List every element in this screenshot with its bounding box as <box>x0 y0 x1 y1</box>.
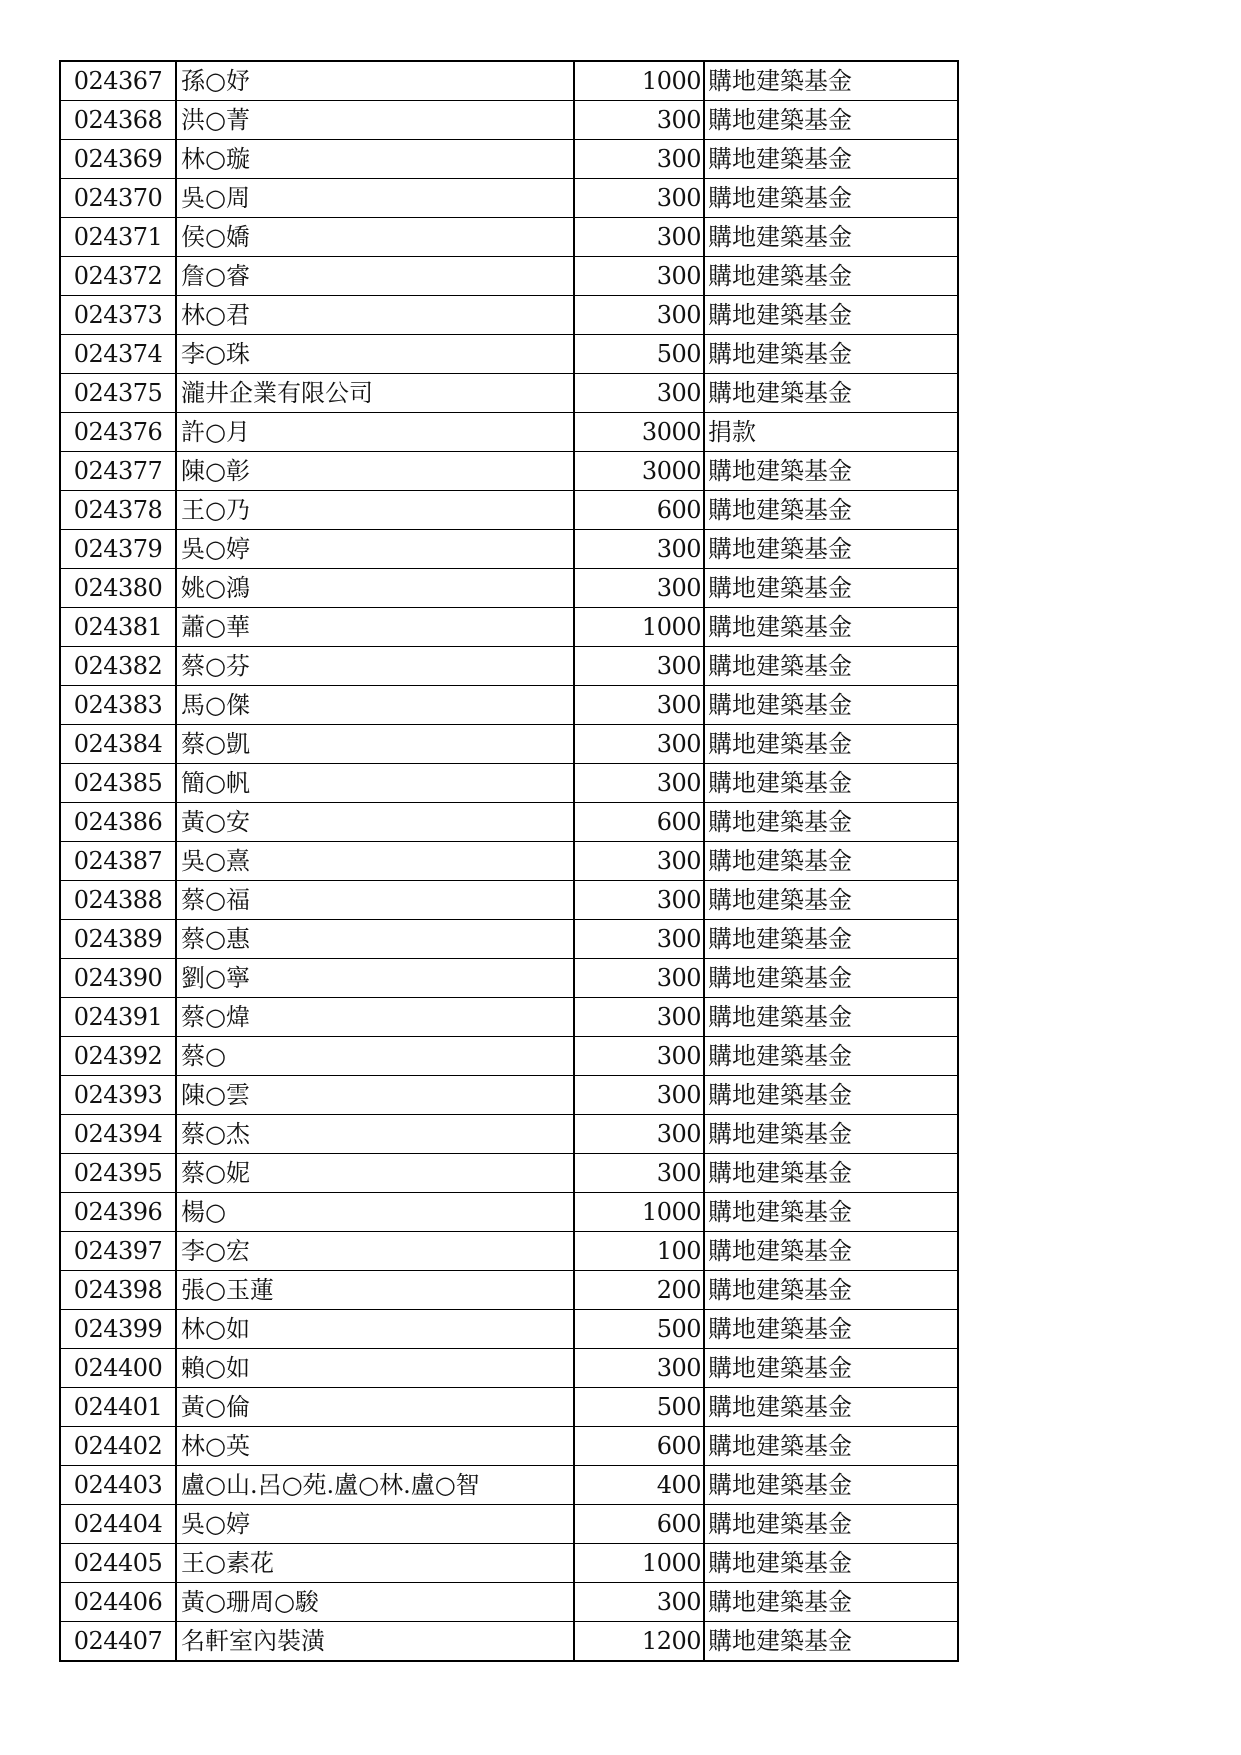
amount-cell: 300 <box>574 101 704 140</box>
receipt-number-cell: 024406 <box>60 1583 176 1622</box>
donor-name-cell: 名軒室內裝潢 <box>176 1622 574 1662</box>
receipt-number-cell: 024394 <box>60 1115 176 1154</box>
purpose-cell: 購地建築基金 <box>704 335 958 374</box>
receipt-number-cell: 024405 <box>60 1544 176 1583</box>
purpose-cell: 購地建築基金 <box>704 881 958 920</box>
receipt-number-cell: 024385 <box>60 764 176 803</box>
table-row <box>60 1310 958 1349</box>
donor-name-cell: 吳○婷 <box>176 530 574 569</box>
donor-name-cell: 吳○婷 <box>176 1505 574 1544</box>
table-row <box>60 1232 958 1271</box>
table-row <box>60 686 958 725</box>
purpose-cell: 購地建築基金 <box>704 296 958 335</box>
purpose-cell: 購地建築基金 <box>704 608 958 647</box>
donor-name-cell: 陳○彰 <box>176 452 574 491</box>
purpose-cell: 購地建築基金 <box>704 1427 958 1466</box>
purpose-cell: 購地建築基金 <box>704 1271 958 1310</box>
receipt-number-cell: 024392 <box>60 1037 176 1076</box>
receipt-number-cell: 024393 <box>60 1076 176 1115</box>
amount-cell: 300 <box>574 725 704 764</box>
amount-cell: 300 <box>574 1583 704 1622</box>
purpose-cell: 購地建築基金 <box>704 1583 958 1622</box>
amount-cell: 600 <box>574 803 704 842</box>
donor-name-cell: 陳○雲 <box>176 1076 574 1115</box>
donor-name-cell: 黃○安 <box>176 803 574 842</box>
amount-cell: 3000 <box>574 452 704 491</box>
table-row <box>60 1115 958 1154</box>
amount-cell: 600 <box>574 491 704 530</box>
donor-name-cell: 李○珠 <box>176 335 574 374</box>
receipt-number-cell: 024399 <box>60 1310 176 1349</box>
amount-cell: 300 <box>574 218 704 257</box>
table-row <box>60 335 958 374</box>
donor-name-cell: 蔡○煒 <box>176 998 574 1037</box>
purpose-cell: 購地建築基金 <box>704 1466 958 1505</box>
purpose-cell: 購地建築基金 <box>704 61 958 101</box>
receipt-number-cell: 024388 <box>60 881 176 920</box>
donor-name-cell: 孫○妤 <box>176 61 574 101</box>
table-row <box>60 1349 958 1388</box>
table-row <box>60 296 958 335</box>
amount-cell: 500 <box>574 1388 704 1427</box>
table-row <box>60 842 958 881</box>
amount-cell: 200 <box>574 1271 704 1310</box>
amount-cell: 1000 <box>574 1544 704 1583</box>
donor-name-cell: 王○素花 <box>176 1544 574 1583</box>
amount-cell: 300 <box>574 1154 704 1193</box>
table-row <box>60 1505 958 1544</box>
purpose-cell: 購地建築基金 <box>704 1388 958 1427</box>
donor-name-cell: 吳○周 <box>176 179 574 218</box>
donor-name-cell: 林○君 <box>176 296 574 335</box>
donor-name-cell: 盧○山.呂○苑.盧○林.盧○智 <box>176 1466 574 1505</box>
amount-cell: 3000 <box>574 413 704 452</box>
receipt-number-cell: 024404 <box>60 1505 176 1544</box>
table-row <box>60 1622 958 1662</box>
purpose-cell: 購地建築基金 <box>704 257 958 296</box>
purpose-cell: 購地建築基金 <box>704 686 958 725</box>
amount-cell: 300 <box>574 842 704 881</box>
donor-name-cell: 侯○嬌 <box>176 218 574 257</box>
amount-cell: 300 <box>574 1349 704 1388</box>
table-row <box>60 218 958 257</box>
receipt-number-cell: 024371 <box>60 218 176 257</box>
table-row <box>60 374 958 413</box>
table-row <box>60 725 958 764</box>
purpose-cell: 購地建築基金 <box>704 140 958 179</box>
table-row <box>60 920 958 959</box>
donor-name-cell: 蔡○惠 <box>176 920 574 959</box>
receipt-number-cell: 024369 <box>60 140 176 179</box>
donor-name-cell: 詹○睿 <box>176 257 574 296</box>
purpose-cell: 購地建築基金 <box>704 1232 958 1271</box>
amount-cell: 300 <box>574 140 704 179</box>
table-row <box>60 1076 958 1115</box>
table-row <box>60 1037 958 1076</box>
receipt-number-cell: 024368 <box>60 101 176 140</box>
purpose-cell: 購地建築基金 <box>704 959 958 998</box>
receipt-number-cell: 024391 <box>60 998 176 1037</box>
amount-cell: 300 <box>574 374 704 413</box>
table-row <box>60 608 958 647</box>
purpose-cell: 購地建築基金 <box>704 374 958 413</box>
donor-name-cell: 劉○寧 <box>176 959 574 998</box>
amount-cell: 600 <box>574 1505 704 1544</box>
amount-cell: 400 <box>574 1466 704 1505</box>
donor-name-cell: 蔡○杰 <box>176 1115 574 1154</box>
donor-name-cell: 洪○菁 <box>176 101 574 140</box>
amount-cell: 300 <box>574 569 704 608</box>
receipt-number-cell: 024375 <box>60 374 176 413</box>
receipt-number-cell: 024381 <box>60 608 176 647</box>
receipt-number-cell: 024403 <box>60 1466 176 1505</box>
donor-name-cell: 賴○如 <box>176 1349 574 1388</box>
table-row <box>60 257 958 296</box>
donor-name-cell: 姚○鴻 <box>176 569 574 608</box>
table-row <box>60 569 958 608</box>
purpose-cell: 購地建築基金 <box>704 647 958 686</box>
purpose-cell: 購地建築基金 <box>704 1154 958 1193</box>
donation-table <box>59 60 959 1662</box>
donor-name-cell: 張○玉蓮 <box>176 1271 574 1310</box>
donor-name-cell: 林○如 <box>176 1310 574 1349</box>
table-row <box>60 1544 958 1583</box>
table-row <box>60 764 958 803</box>
table-row <box>60 413 958 452</box>
donor-name-cell: 馬○傑 <box>176 686 574 725</box>
table-row <box>60 1271 958 1310</box>
purpose-cell: 購地建築基金 <box>704 1505 958 1544</box>
table-row <box>60 1466 958 1505</box>
table-row <box>60 1193 958 1232</box>
receipt-number-cell: 024407 <box>60 1622 176 1662</box>
receipt-number-cell: 024373 <box>60 296 176 335</box>
purpose-cell: 購地建築基金 <box>704 1544 958 1583</box>
receipt-number-cell: 024396 <box>60 1193 176 1232</box>
donation-table-body <box>60 61 958 1661</box>
amount-cell: 300 <box>574 179 704 218</box>
table-row <box>60 1388 958 1427</box>
receipt-number-cell: 024387 <box>60 842 176 881</box>
amount-cell: 500 <box>574 1310 704 1349</box>
amount-cell: 300 <box>574 764 704 803</box>
amount-cell: 300 <box>574 647 704 686</box>
amount-cell: 600 <box>574 1427 704 1466</box>
amount-cell: 300 <box>574 1115 704 1154</box>
amount-cell: 1200 <box>574 1622 704 1662</box>
amount-cell: 300 <box>574 1076 704 1115</box>
purpose-cell: 購地建築基金 <box>704 920 958 959</box>
amount-cell: 300 <box>574 959 704 998</box>
receipt-number-cell: 024390 <box>60 959 176 998</box>
table-row <box>60 452 958 491</box>
purpose-cell: 購地建築基金 <box>704 530 958 569</box>
receipt-number-cell: 024402 <box>60 1427 176 1466</box>
table-row <box>60 803 958 842</box>
donor-name-cell: 蔡○福 <box>176 881 574 920</box>
purpose-cell: 購地建築基金 <box>704 491 958 530</box>
donor-name-cell: 黃○倫 <box>176 1388 574 1427</box>
receipt-number-cell: 024401 <box>60 1388 176 1427</box>
receipt-number-cell: 024379 <box>60 530 176 569</box>
purpose-cell: 購地建築基金 <box>704 1310 958 1349</box>
table-row <box>60 491 958 530</box>
table-row <box>60 140 958 179</box>
amount-cell: 500 <box>574 335 704 374</box>
donor-name-cell: 吳○熹 <box>176 842 574 881</box>
purpose-cell: 購地建築基金 <box>704 1349 958 1388</box>
purpose-cell: 購地建築基金 <box>704 569 958 608</box>
purpose-cell: 購地建築基金 <box>704 1622 958 1662</box>
receipt-number-cell: 024395 <box>60 1154 176 1193</box>
donor-name-cell: 林○英 <box>176 1427 574 1466</box>
receipt-number-cell: 024367 <box>60 61 176 101</box>
donor-name-cell: 蔡○ <box>176 1037 574 1076</box>
donor-name-cell: 林○璇 <box>176 140 574 179</box>
receipt-number-cell: 024398 <box>60 1271 176 1310</box>
receipt-number-cell: 024382 <box>60 647 176 686</box>
purpose-cell: 購地建築基金 <box>704 218 958 257</box>
table-row <box>60 1154 958 1193</box>
donor-name-cell: 蔡○妮 <box>176 1154 574 1193</box>
amount-cell: 1000 <box>574 61 704 101</box>
purpose-cell: 購地建築基金 <box>704 764 958 803</box>
amount-cell: 300 <box>574 257 704 296</box>
purpose-cell: 購地建築基金 <box>704 1115 958 1154</box>
purpose-cell: 購地建築基金 <box>704 803 958 842</box>
receipt-number-cell: 024374 <box>60 335 176 374</box>
table-row <box>60 881 958 920</box>
purpose-cell: 購地建築基金 <box>704 842 958 881</box>
receipt-number-cell: 024397 <box>60 1232 176 1271</box>
table-row <box>60 998 958 1037</box>
purpose-cell: 購地建築基金 <box>704 725 958 764</box>
receipt-number-cell: 024372 <box>60 257 176 296</box>
amount-cell: 300 <box>574 881 704 920</box>
donor-name-cell: 簡○帆 <box>176 764 574 803</box>
purpose-cell: 捐款 <box>704 413 958 452</box>
table-row <box>60 61 958 101</box>
receipt-number-cell: 024378 <box>60 491 176 530</box>
donor-name-cell: 蔡○芬 <box>176 647 574 686</box>
table-row <box>60 959 958 998</box>
receipt-number-cell: 024376 <box>60 413 176 452</box>
donor-name-cell: 許○月 <box>176 413 574 452</box>
amount-cell: 300 <box>574 686 704 725</box>
donor-name-cell: 楊○ <box>176 1193 574 1232</box>
table-row <box>60 1583 958 1622</box>
table-row <box>60 530 958 569</box>
receipt-number-cell: 024380 <box>60 569 176 608</box>
purpose-cell: 購地建築基金 <box>704 179 958 218</box>
receipt-number-cell: 024383 <box>60 686 176 725</box>
donor-name-cell: 李○宏 <box>176 1232 574 1271</box>
amount-cell: 300 <box>574 296 704 335</box>
donor-name-cell: 蔡○凱 <box>176 725 574 764</box>
receipt-number-cell: 024400 <box>60 1349 176 1388</box>
donor-name-cell: 瀧井企業有限公司 <box>176 374 574 413</box>
amount-cell: 300 <box>574 530 704 569</box>
receipt-number-cell: 024370 <box>60 179 176 218</box>
amount-cell: 300 <box>574 920 704 959</box>
table-row <box>60 179 958 218</box>
amount-cell: 100 <box>574 1232 704 1271</box>
purpose-cell: 購地建築基金 <box>704 101 958 140</box>
table-row <box>60 101 958 140</box>
receipt-number-cell: 024389 <box>60 920 176 959</box>
table-row <box>60 1427 958 1466</box>
donor-name-cell: 王○乃 <box>176 491 574 530</box>
purpose-cell: 購地建築基金 <box>704 1193 958 1232</box>
purpose-cell: 購地建築基金 <box>704 1076 958 1115</box>
donor-name-cell: 蕭○華 <box>176 608 574 647</box>
amount-cell: 300 <box>574 1037 704 1076</box>
receipt-number-cell: 024386 <box>60 803 176 842</box>
purpose-cell: 購地建築基金 <box>704 998 958 1037</box>
amount-cell: 1000 <box>574 1193 704 1232</box>
amount-cell: 300 <box>574 998 704 1037</box>
purpose-cell: 購地建築基金 <box>704 1037 958 1076</box>
purpose-cell: 購地建築基金 <box>704 452 958 491</box>
table-row <box>60 647 958 686</box>
amount-cell: 1000 <box>574 608 704 647</box>
receipt-number-cell: 024377 <box>60 452 176 491</box>
receipt-number-cell: 024384 <box>60 725 176 764</box>
donor-name-cell: 黃○珊周○駿 <box>176 1583 574 1622</box>
